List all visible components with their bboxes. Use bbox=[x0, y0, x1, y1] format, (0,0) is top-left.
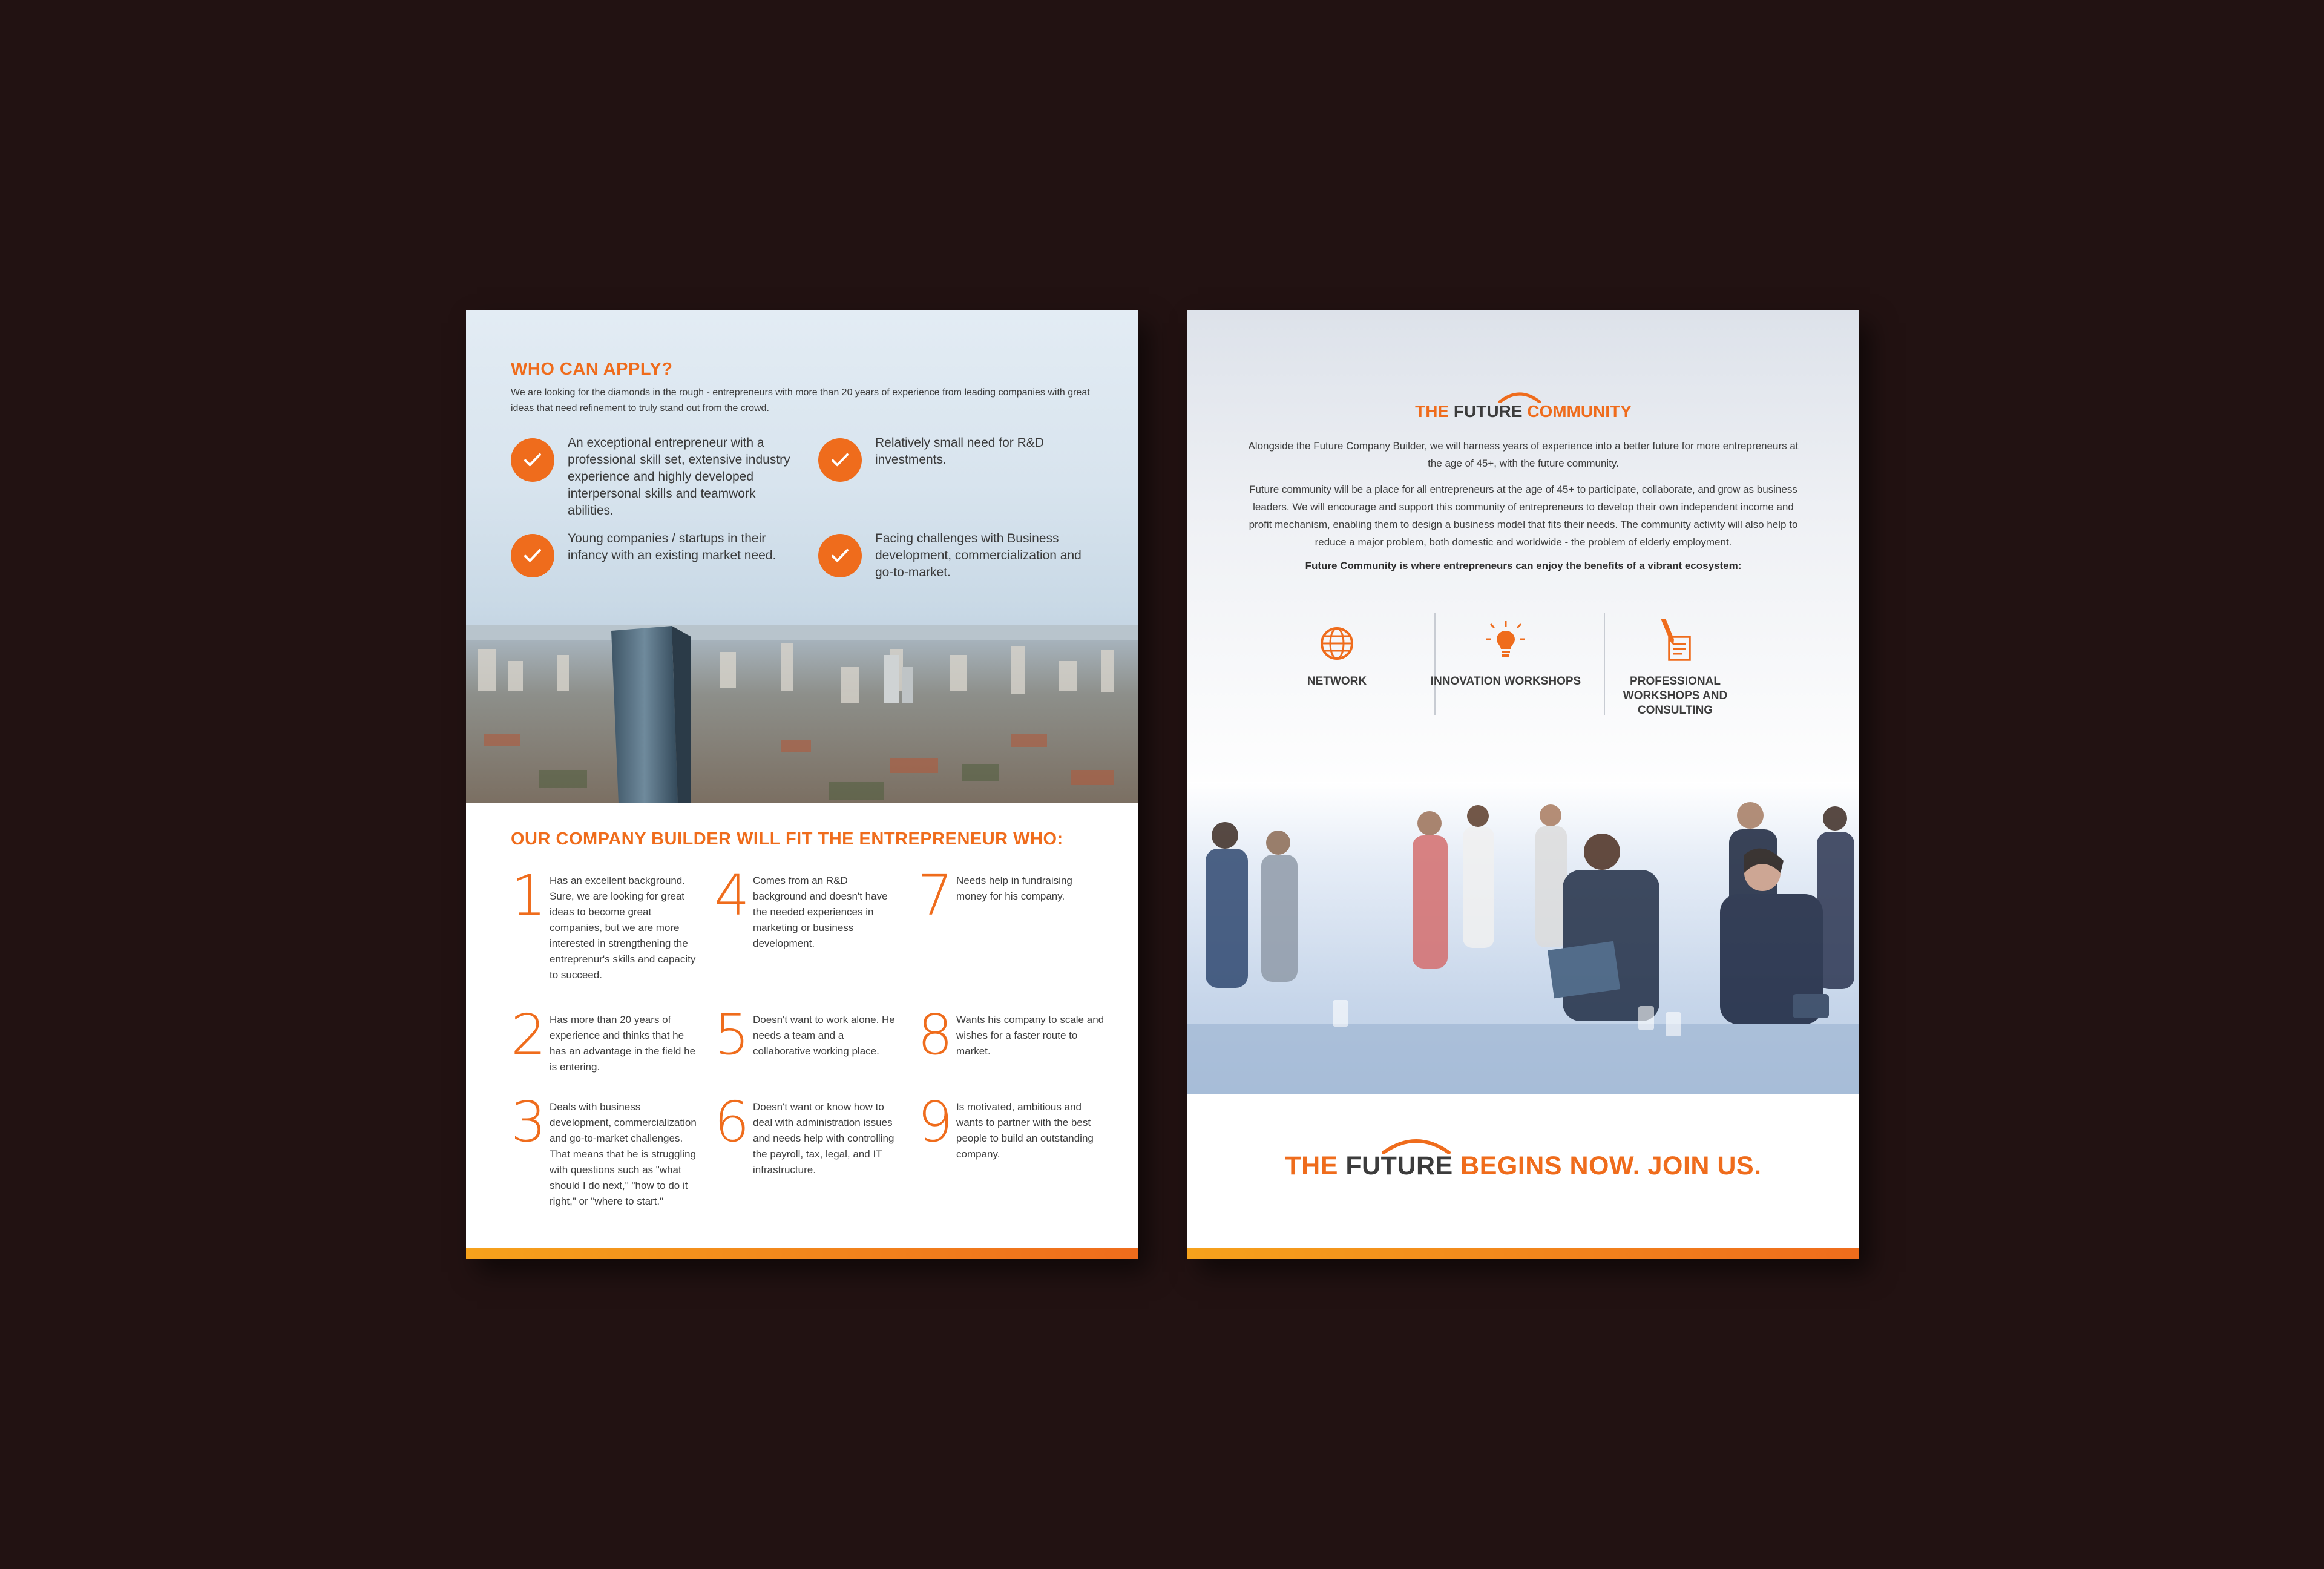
feature-network bbox=[1258, 613, 1416, 689]
numbered-item bbox=[917, 1090, 1105, 1162]
item-text: Doesn't want or know how to deal with administration issues and needs help with controlling the payroll, tax, legal, and IT infrastructure. bbox=[753, 1101, 894, 1176]
checkmark-icon bbox=[818, 438, 862, 482]
criteria-item bbox=[511, 531, 795, 577]
feature-label: PROFESSIONAL WORKSHOPS AND CONSULTING bbox=[1623, 675, 1728, 717]
item-number: 2 bbox=[511, 1002, 547, 1067]
item-text: Wants his company to scale and wishes for a faster route to market. bbox=[956, 1014, 1105, 1057]
checkmark-icon bbox=[511, 534, 554, 577]
criteria-text: Facing challenges with Business development, commercialization and go-to-market. bbox=[875, 531, 1082, 579]
item-number: 7 bbox=[917, 863, 953, 928]
tagline-join-us: BEGINS NOW. JOIN US. bbox=[1452, 1151, 1762, 1180]
globe-icon bbox=[1258, 613, 1416, 662]
numbered-item bbox=[917, 863, 1105, 928]
item-text: Doesn't want to work alone. He needs a team and a collaborative working place. bbox=[753, 1014, 895, 1057]
criteria-item bbox=[818, 438, 1103, 482]
future-community-logo bbox=[1187, 402, 1859, 421]
flyer-page-left bbox=[466, 310, 1138, 1259]
orange-footer-bar bbox=[1187, 1248, 1859, 1259]
apply-intro-text: We are looking for the diamonds in the rough - entrepreneurs with more than 20 years of experience from leading companies with great ideas that need refinement to truly stand out from the crowd. bbox=[511, 387, 1090, 413]
logo-word-future: FUTURE bbox=[1453, 402, 1523, 421]
item-number: 6 bbox=[714, 1090, 750, 1154]
tagline-the: THE bbox=[1285, 1151, 1346, 1180]
feature-innovation-workshops bbox=[1427, 613, 1584, 689]
criteria-text: Young companies / startups in their infancy with an existing market need. bbox=[568, 531, 776, 562]
feature-professional-workshops bbox=[1597, 613, 1754, 718]
city-skyline-image bbox=[466, 613, 1138, 803]
tagline-future: FUTURE bbox=[1345, 1151, 1453, 1180]
tagline bbox=[1187, 1151, 1859, 1181]
criteria-text: An exceptional entrepreneur with a professional skill set, extensive industry experience and highly developed interpersonal skills and teamwork abilities. bbox=[568, 436, 790, 518]
orange-footer-bar bbox=[466, 1248, 1138, 1259]
flyer-page-right bbox=[1187, 310, 1859, 1259]
item-number: 9 bbox=[917, 1090, 953, 1154]
lightbulb-icon bbox=[1427, 613, 1584, 662]
numbered-item bbox=[714, 1002, 902, 1067]
community-intro-text: Alongside the Future Company Builder, we will harness years of experience into a better future for more entrepreneurs at the age of 45+, with the future community. bbox=[1248, 440, 1799, 469]
item-number: 5 bbox=[714, 1002, 750, 1067]
business-people-photo bbox=[1187, 782, 1859, 1094]
criteria-text: Relatively small need for R&D investments. bbox=[875, 436, 1044, 467]
logo-arc-icon bbox=[1497, 389, 1542, 403]
item-number: 4 bbox=[714, 863, 750, 928]
numbered-item bbox=[511, 1002, 698, 1075]
criteria-item bbox=[818, 531, 1103, 581]
document-pen-icon bbox=[1597, 613, 1754, 662]
numbered-item bbox=[511, 863, 698, 983]
item-text: Deals with business development, commercialization and go-to-market challenges. That means that he is struggling with questions such as "what should I do next," "how to do it right," or "where to start." bbox=[550, 1101, 697, 1207]
item-text: Comes from an R&D background and doesn't have the needed experiences in marketing or business development. bbox=[753, 875, 888, 949]
checkmark-icon bbox=[818, 534, 862, 577]
logo-word-the: THE bbox=[1415, 402, 1454, 421]
community-description-text: Future community will be a place for all entrepreneurs at the age of 45+ to participate, collaborate, and grow as business leaders. We will encourage and support this community of entrepreneurs to develop their own independent income and profit mechanism, enabling them to design a business model that fits their needs. The community activity will also help to reduce a major problem, both domestic and worldwide - the problem of elderly employment. bbox=[1249, 484, 1798, 548]
tagline-arc-icon bbox=[1380, 1133, 1452, 1154]
numbered-item bbox=[714, 863, 902, 952]
numbered-item bbox=[714, 1090, 902, 1178]
item-number: 3 bbox=[511, 1090, 547, 1154]
feature-label: NETWORK bbox=[1307, 675, 1367, 688]
logo-word-community: COMMUNITY bbox=[1522, 402, 1632, 421]
criteria-item bbox=[511, 438, 795, 519]
feature-label: INNOVATION WORKSHOPS bbox=[1430, 675, 1581, 688]
item-number: 8 bbox=[917, 1002, 953, 1067]
item-text: Needs help in fundraising money for his company. bbox=[956, 875, 1072, 902]
item-number: 1 bbox=[511, 863, 547, 928]
ecosystem-benefits-text: Future Community is where entrepreneurs can enjoy the benefits of a vibrant ecosystem: bbox=[1305, 560, 1742, 571]
numbered-item bbox=[917, 1002, 1105, 1067]
who-can-apply-heading: WHO CAN APPLY? bbox=[511, 360, 673, 379]
item-text: Is motivated, ambitious and wants to partner with the best people to build an outstanding company. bbox=[956, 1101, 1094, 1160]
numbered-item bbox=[511, 1090, 698, 1209]
company-builder-heading: OUR COMPANY BUILDER WILL FIT THE ENTREPRENEUR WHO: bbox=[511, 829, 1063, 849]
item-text: Has more than 20 years of experience and thinks that he has an advantage in the field he is entering. bbox=[550, 1014, 696, 1073]
checkmark-icon bbox=[511, 438, 554, 482]
item-text: Has an excellent background. Sure, we are looking for great ideas to become great companies, but we are more interested in strengthening the entreprenur's skills and capacity to succeed. bbox=[550, 875, 696, 981]
